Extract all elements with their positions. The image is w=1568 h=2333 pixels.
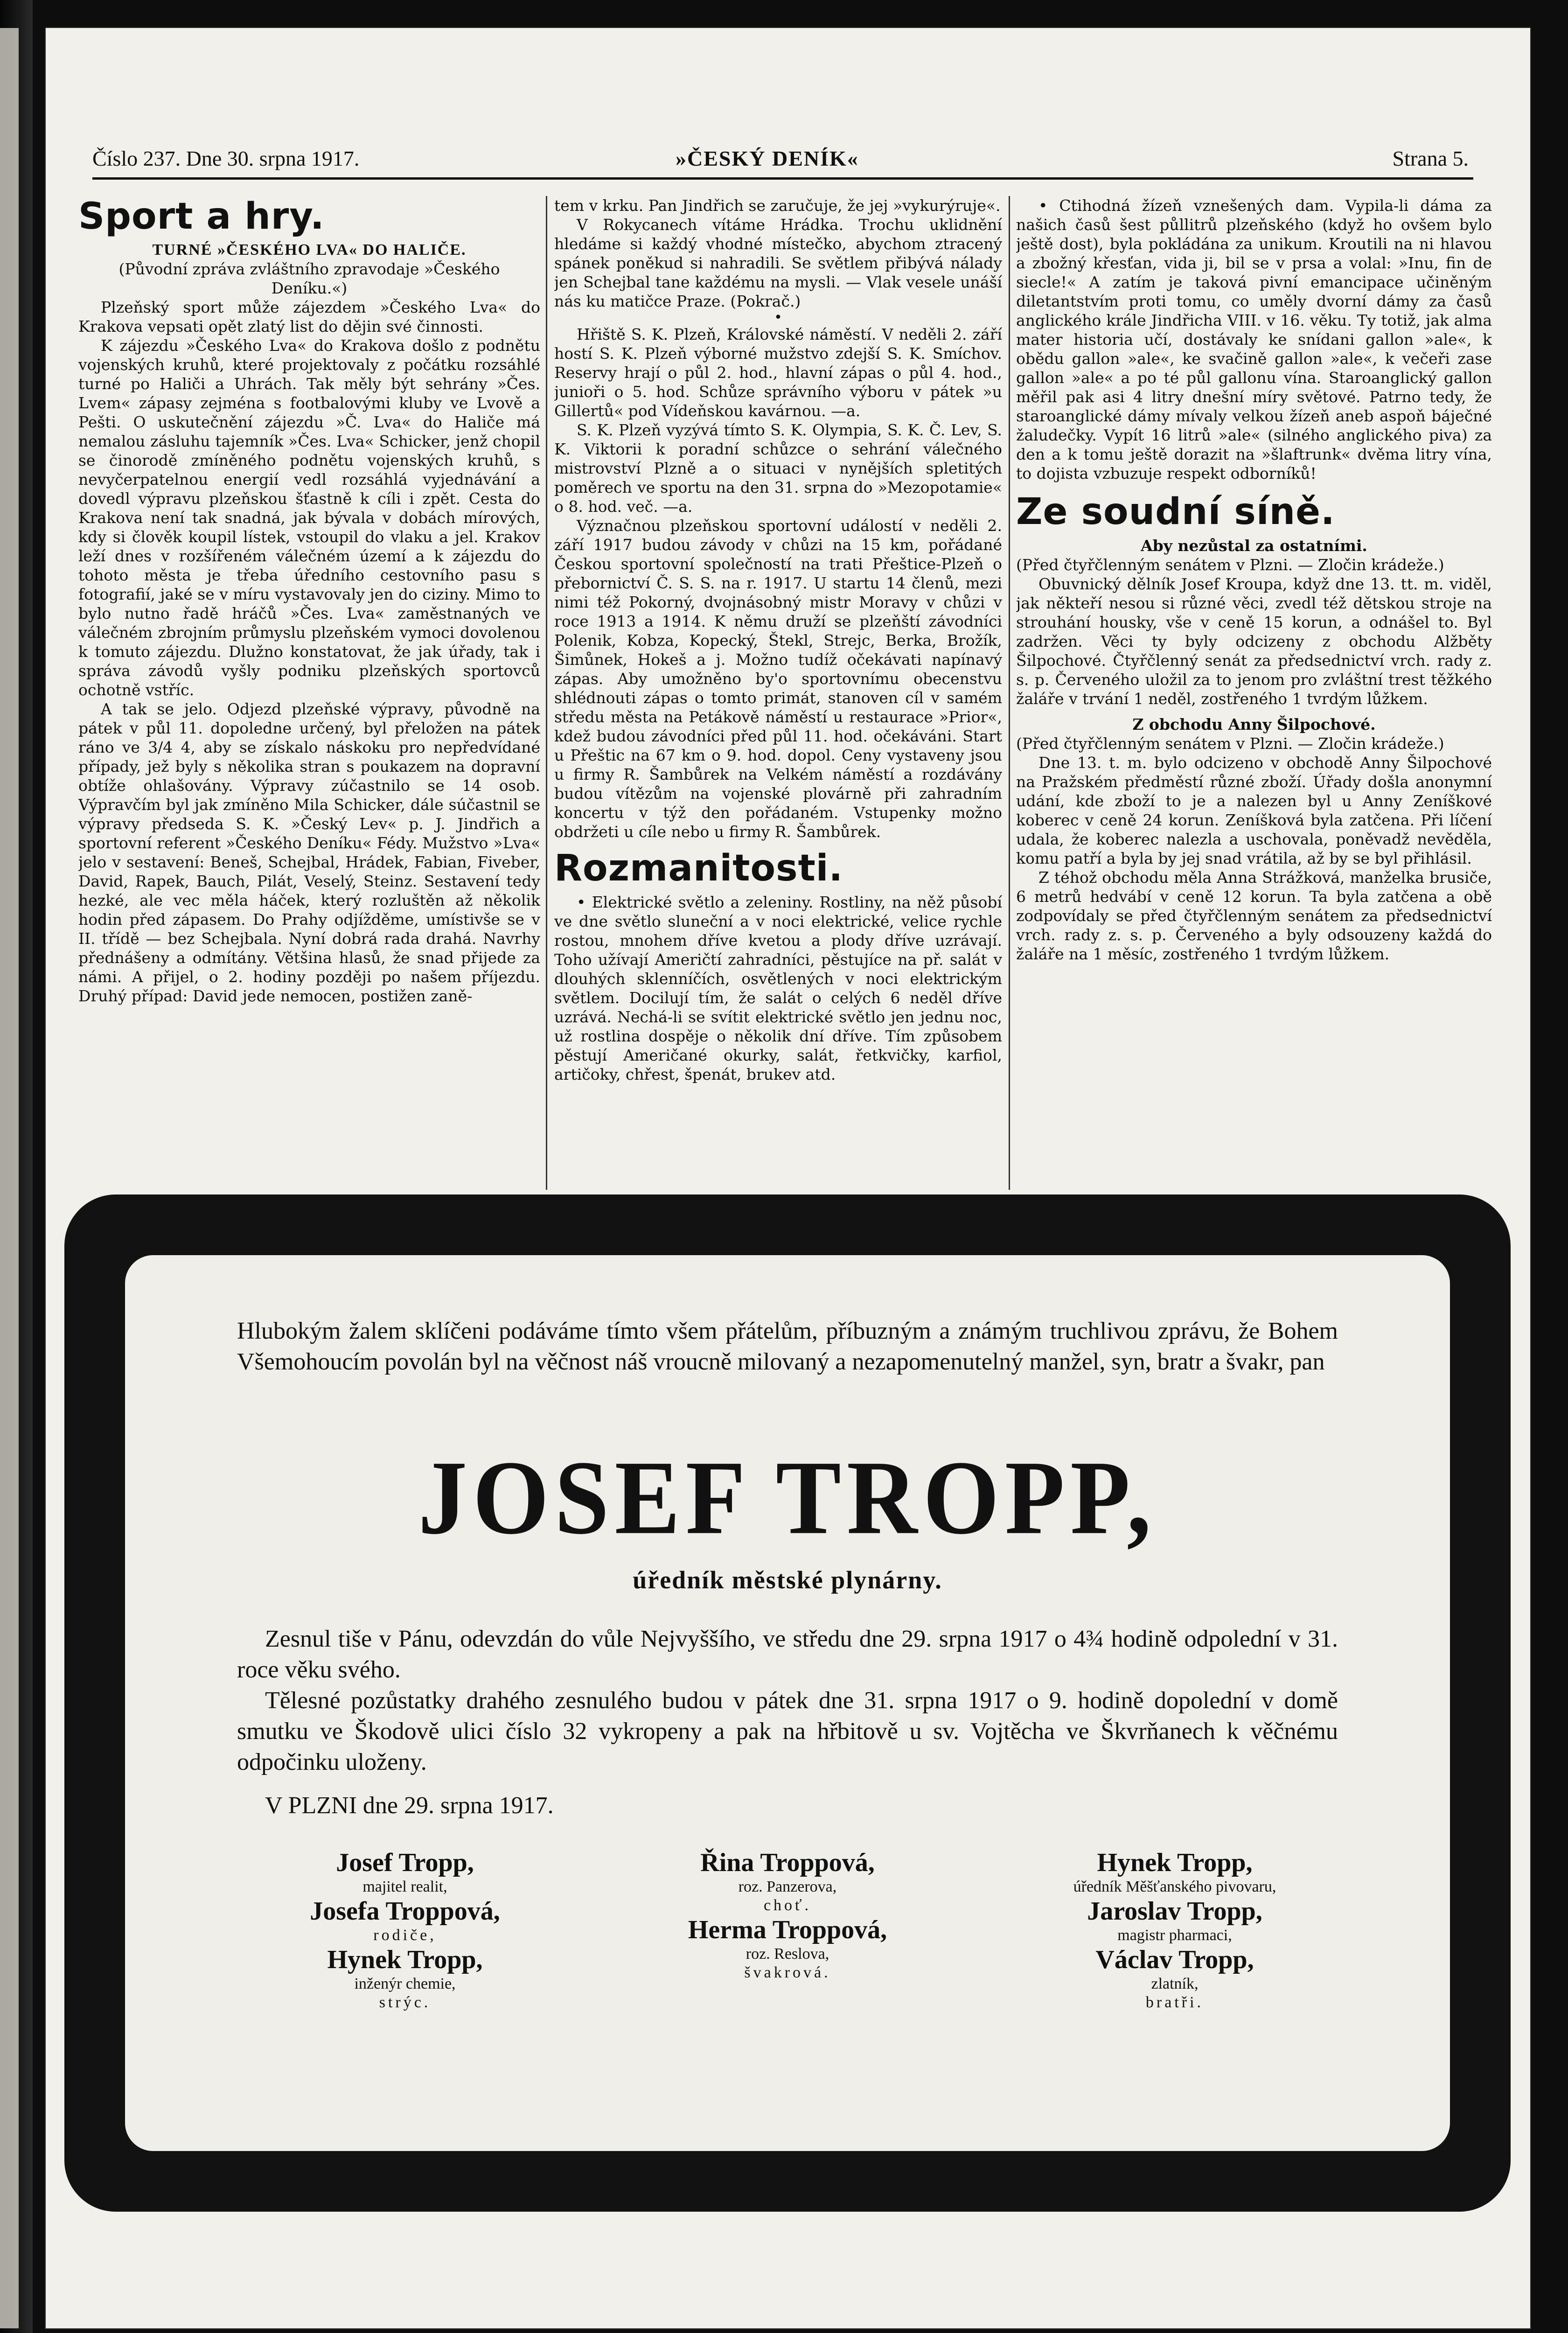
paragraph: Hřiště S. K. Plzeň, Královské náměstí. V neděli 2. září hostí S. K. Plzeň výborné mužstvo zdejší S. K. Smíchov. Reservy hrají o půl 2. hod., hlavní zápas o půl 4. hod., junioři o 5. hod. Schůze správního výboru v pátek »u Gillertů« pod Vídeňskou kavárnou. —a. xyxy=(554,325,1002,420)
divider-mark: • xyxy=(774,309,782,326)
article-headline: TURNÉ »ČESKÉHO LVA« DO HALIČE. xyxy=(152,241,467,258)
paragraph: A tak se jelo. Odjezd plzeňské výpravy, původně na pátek v půl 11. dopoledne určený, byl přeložen na pátek ráno ve 3/4 4, aby se získalo náskoku pro nepředvídané případy, jež byly s několika stran s poukazem na dopravní obtíže ohlašovány. Výpravy zúčastnilo se 14 osob. Výpravčím byl jak zmíněno Mila Schicker, dále súčastnil se výpravy předseda S. K. »Český Lev« p. J. Jindřich a sportovní referent »Českého Deníku« Fédy. Mužstvo »Lva« jelo v sestavení: Beneš, Schejbal, Hrádek, Fabian, Fiveber, David, Rapek, Bauch, Pilát, Veselý, Steinz. Sestavení tedy hezké, ale vec měla háček, který rozluštěn až několik hodin před zápasem. Do Prahy odjížděme, umístivše se v II. třídě — bez Schejbala. Nyní dobrá rada drahá. Navrhy přednášeny a odmítány. Většina hlasů, že snad přijede za námi. A přijel, o 2. hodiny později po našem příjezdu. Druhý případ: David jede nemocen, postižen zaně- xyxy=(78,700,540,1005)
paragraph: V Rokycanech vítáme Hrádka. Trochu uklidnění hledáme si každý vhodné místečko, abychom ztracený spánek poněkud si nahradili. Se světlem přibývá nálady jen Schejbal tane každému na mysli. — Vlak vesele unáší nás ku matičce Praze. (Pokrač.) xyxy=(554,216,1002,310)
obituary-body xyxy=(237,1624,1338,1778)
paragraph: • Ctihodná žízeň vznešených dam. Vypila-li dáma za našich časů šest půllitrů plzeňského (když ho ovšem bylo ještě dost), byla pokládána za unikum. Kroutili na ni hlavou a zbožný křesťan, vida ji, bil se v prsa a volal: »Inu, fin de siecle!« A zatím je taková pivní emancipace učiněným diletantstvím proti tomu, co uměly dvorní dámy za časů anglického krále Jindřicha VIII. v 16. věku. Ty totiž, jak alma mater historia učí, dostávaly ke snídani gallon »ale«, k obědu gallon »ale«, ke svačině gallon »ale«, k večeři zase gallon »ale« a po té půl gallonu vína. Staroanglický gallon měřil pak asi 4 litry dnešní míry světové. Patrno tedy, že staroanglické dámy mívaly velkou žízeň aneb aspoň báječné žaludečky. Vypít 16 litrů »ale« (silného anglického piva) za den a k tomu ještě dorazit na »šlaftrunk« dvěma litry vína, to dojista vzbuzuje respekt odborníků! xyxy=(1016,196,1492,482)
section-title-sport: Sport a hry. xyxy=(78,196,325,237)
paragraph: Význačnou plzeňskou sportovní událostí v neděli 2. září 1917 budou závody v chůzi na 15 km, pořádané Českou sportovní společností na trati Přeštice-Plzeň o přebornictví Č. S. S. na r. 1917. U startu 14 členů, mezi nimi též Pokorný, dvojnásobný mistr Moravy v chůzi v roce 1913 a 1914. K němu druží se plzeňští závodníci Polenik, Kobza, Kopecký, Štekl, Strejc, Berka, Brožík, Šimůnek, Hokeš a j. Možno tudíž očekávati napínavý zápas. Aby umožněno by'o sportovnímu obecenstvu shlédnouti zápas o tomto primát, stanoven cíl v samém středu města na Petákově náměstí u restaurace »Prior«, kdež budou závodníci před půl 11. hod. očekáváni. Start u Přeštic na 67 km o 9. hod. dopol. Ceny vystaveny jsou u firmy R. Šambůrek na Velkém náměstí a rozdávány budou vítězům na vojenské plovárně při zahradním koncertu v týž den pořádaném. Vstupenky možno obdržeti u cíle nebo u firmy R. Šambůrek. xyxy=(554,517,1002,841)
signatory-desc: choť. xyxy=(763,1897,812,1914)
signatory-desc: bratři. xyxy=(1145,1994,1204,2011)
section-title-misc: Rozmanitosti. xyxy=(554,847,843,889)
signatory-desc: roz. Reslova, xyxy=(746,1945,829,1963)
signatory-name: Herma Troppová, xyxy=(688,1915,887,1944)
signatory-desc: rodiče, xyxy=(373,1927,437,1944)
place-date: V PLZNI dne 29. srpna 1917. xyxy=(265,1792,554,1819)
adjacent-page-strip xyxy=(0,28,19,2328)
paragraph: Tělesné pozůstatky drahého zesnulého budou v pátek dne 31. srpna 1917 o 9. hodině dopolední v domě smutku ve Škodově ulici číslo 32 vykropeny a pak na hřbitově u sv. Vojtěcha ve Škvrňanech k věčnému odpočinku uloženy. xyxy=(237,1687,1338,1775)
column-sport xyxy=(78,196,540,1190)
obituary-intro: Hlubokým žalem sklíčeni podáváme tímto všem přátelům, příbuzným a známým truchlivou zprávu, že Bohem Všemohoucím povolán byl na věčnost náš vroucně milovaný a nezapomenutelný manžel, syn, bratr a švakr, pan xyxy=(237,1318,1338,1375)
article-headline: Aby nezůstal za ostatními. xyxy=(1141,537,1367,555)
signatory-desc: švakrová. xyxy=(744,1964,831,1981)
signatory-desc: strýc. xyxy=(379,1994,431,2011)
article-subhead: (Před čtyřčlenným senátem v Plzni. — Zločin krádeže.) xyxy=(1016,556,1444,574)
paragraph: Z téhož obchodu měla Anna Strážková, manželka brusiče, 6 metrů hedvábí v ceně 12 korun. Ta byla zatčena a obě zodpovídaly se před čtyřčlenným senátem za předsednictví vrch. rady z. s. p. Červeného a byly odsouzeny každá do žaláře na 1 měsíc, zostřeného 1 tvrdým lůžkem. xyxy=(1016,868,1492,963)
paragraph: S. K. Plzeň vyzývá tímto S. K. Olympia, S. K. Č. Lev, S. K. Viktorii k poradní schůzce o sehrání válečného mistrovství Plzně a o situaci v nynějších spletitých poměrech ve sportu na den 31. srpna do »Mezopotamie« o 8. hod. več. —a. xyxy=(554,421,1002,516)
signatory-name: Václav Tropp, xyxy=(1095,1945,1254,1974)
paragraph: Zesnul tiše v Pánu, odevzdán do vůle Nejvyššího, ve středu dne 29. srpna 1917 o 4¾ hodině odpolední v 31. roce věku svého. xyxy=(237,1626,1338,1683)
signatory-name: Hynek Tropp, xyxy=(1097,1848,1253,1877)
signatory-desc: zlatník, xyxy=(1151,1975,1199,1992)
signatory-group-wife xyxy=(629,1848,946,1982)
paragraph: Dne 13. t. m. bylo odcizeno v obchodě Anny Šilpochové na Pražském předměstí různé zboží. Úřady došla anonymní udání, kde zboží to je a nalezen byl u Anny Zeníškové koberec v ceně 24 korun. Zeníšková byla zatčena. Při líčení udala, že koberec nalezla a uschovala, poněvadž nevěděla, komu patří a byla by jej snad vrátila, až by se byl přihlásil. xyxy=(1016,754,1492,867)
signatory-group-brothers xyxy=(1011,1848,1338,2012)
column-middle xyxy=(554,196,1002,1190)
paragraph: K zájezdu »Českého Lva« do Krakova došlo z podnětu vojenských kruhů, které projektovaly z počátku rozsáhlé turné po Haliči a Uhrách. Tak měly být sehrány »Čes. Lvem« zápasy zejména s footbalovými kluby ve Lvově a Pešti. O uskutečnění zájezdu »Č. Lva« do Haliče má nemalou zásluhu tajemník »Čes. Lva« Schicker, jenž chopil se činorodě zmíněného podnětu vojenských kruhů, s nevyčerpatelnou energií vedl rozsáhlá vyjednávání a dovedl výpravu plzeňskou šťastně k cíli i zpět. Cesta do Krakova není tak snadná, jak bývala v dobách mírových, kdy si člověk koupil lístek, vstoupil do vlaku a jel. Krakov leží dnes v rozšířeném válečném území a k zájezdu do tohoto města je třeba úředního cestovního pasu s fotografií, jaké se v míru vystavovaly jen do ciziny. Mimo to bylo nutno řadě hráčů »Čes. Lva« zaměstnaných ve válečném zbrojním průmyslu plzeňském vymoci dovolenou k tomuto zájezdu. Dlužno konstatovat, že jak úřady, tak i správa závodů vyšly podniku plzeňských sportovců ochotně vstříc. xyxy=(78,336,540,699)
masthead xyxy=(92,117,1473,180)
column-rule xyxy=(546,196,547,1190)
signatory-desc: úředník Měšťanského pivovaru, xyxy=(1073,1878,1276,1895)
signatory-name: Josefa Troppová, xyxy=(310,1897,500,1926)
signatory-name: Jaroslav Tropp, xyxy=(1087,1897,1262,1926)
signatory-desc: inženýr chemie, xyxy=(354,1975,456,1992)
article-headline: Z obchodu Anny Šilpochové. xyxy=(1132,715,1376,733)
signatory-desc: majitel realit, xyxy=(362,1878,447,1895)
signatory-name: Řina Troppová, xyxy=(700,1848,875,1877)
article-byline: (Původní zpráva zvláštního zpravodaje »Českého Deníku.«) xyxy=(118,260,500,297)
section-title-court: Ze soudní síně. xyxy=(1016,491,1335,533)
signatory-desc: roz. Panzerova, xyxy=(738,1878,837,1895)
signatory-name: Josef Tropp, xyxy=(336,1848,474,1877)
paper-title: »ČESKÝ DENÍK« xyxy=(676,147,859,170)
deceased-role: úředník městské plynárny. xyxy=(633,1566,942,1594)
signatory-desc: magistr pharmaci, xyxy=(1117,1927,1232,1944)
column-right xyxy=(1016,196,1492,1190)
signatory-group-parents xyxy=(256,1848,554,2012)
issue-line: Číslo 237. Dne 30. srpna 1917. xyxy=(92,147,360,170)
column-rule xyxy=(1009,196,1010,1190)
page-number: Strana 5. xyxy=(1392,147,1469,170)
obituary-notice xyxy=(125,1255,1450,2151)
signatory-name: Hynek Tropp, xyxy=(327,1945,483,1974)
paragraph: • Elektrické světlo a zeleniny. Rostliny, na něž působí ve dne světlo sluneční a v noci elektrické, velice rychle rostou, mnohem dříve kvetou a plody dříve uzrávají. Toho užívají Američtí zahradníci, pěstujíce na př. salát v dlouhých sklenníčích, osvětlených v noci elektrickým světlem. Docilují tím, že salát o celých 6 neděl dříve uzrává. Nechá-li se svítit elektrické světlo jen jednu noc, už rostlina dospěje o několik dní dříve. Tím způsobem pěstují Američané okurky, salát, řetkvičky, karfiol, artičoky, chřest, špenát, brukev atd. xyxy=(554,893,1002,1083)
paragraph: Obuvnický dělník Josef Kroupa, když dne 13. tt. m. viděl, jak někteří nesou si různé věci, zvedl též dětskou stroje na strouhání housky, vše v ceně 15 korun, a odnášel to. Byl zadržen. Věci ty byly odcizeny z obchodu Alžběty Šilpochové. Čtyřčlenný senát za předsednictví vrch. rady z. s. p. Červeného uložil za to jenom pro zvláštní trest těžkého žaláře v trvání 1 neděl, zostřeného 1 tvrdým lůžkem. xyxy=(1016,575,1492,708)
paragraph: tem v krku. Pan Jindřich se zaručuje, že jej »vykurýruje«. xyxy=(554,196,1001,215)
deceased-name: JOSEF TROPP, xyxy=(418,1439,1157,1557)
article-subhead: (Před čtyřčlenným senátem v Plzni. — Zločin krádeže.) xyxy=(1016,734,1444,753)
paragraph: Plzeňský sport může zájezdem »Českého Lva« do Krakova vepsati opět zlatý list do dějin své činnosti. xyxy=(78,298,540,335)
